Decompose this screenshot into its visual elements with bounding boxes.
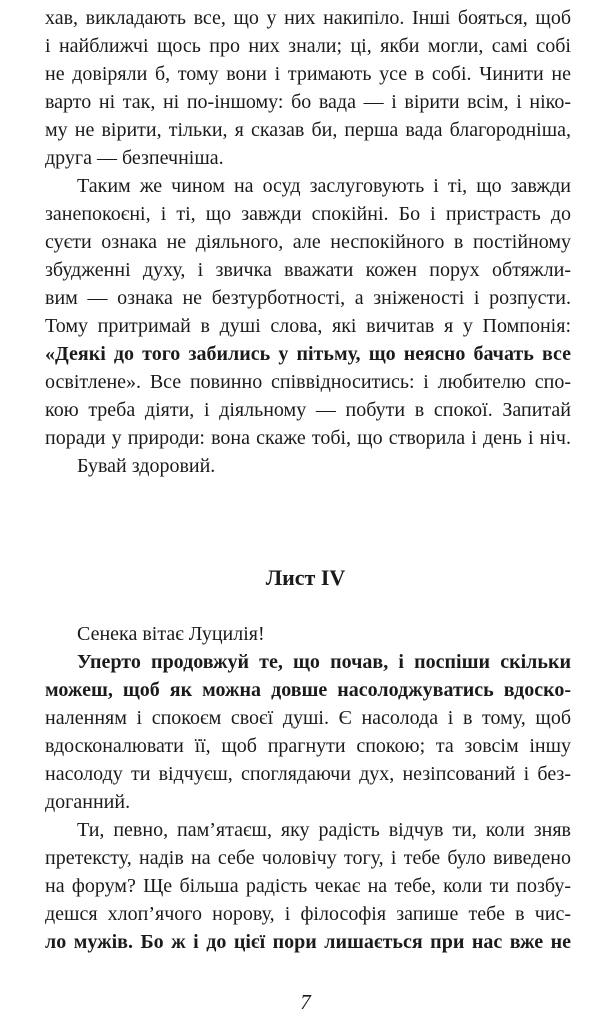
text-line: варто ні так, ні по-іншому: бо вада — і вірити всім, і ніко- [45, 91, 571, 113]
text-line: друга — безпечніша. [45, 147, 224, 169]
bold-text-line: Уперто продовжуй те, що почав, і поспіши скільки [77, 651, 571, 673]
text-line: не довіряли б, тому вони і тримають усе в собі. Чинити не [45, 63, 571, 85]
quote-line: «Деякі до того забились у пітьму, що неясно бачать все [45, 343, 571, 365]
text-line: на форум? Ще більша радість чекає на тебе, коли ти позбу- [45, 875, 571, 897]
text-line: кою треба діяти, і діяльному — побути в спокої. Запитай [45, 399, 571, 421]
text-line: Тому притримай в душі слова, які вичитав я у Помпонія: [45, 315, 571, 337]
text-line: суєти ознака не діяльного, але неспокійного в постійному [45, 231, 571, 253]
text-line: претексту, надів на себе чоловічу тогу, і тебе було виведено [45, 847, 571, 869]
text-line: наленням і спокоєм своєї душі. Є насолода і в тому, щоб [45, 707, 571, 729]
text-line: дешся хлоп’ячого норову, і філософія запише тебе в чис- [45, 903, 571, 925]
bold-text-line: можеш, щоб як можна довше насолоджуватись вдоско- [45, 679, 571, 701]
text-line: му не вірити, тільки, я сказав би, перша вада благородніша, [45, 119, 571, 141]
greeting-line: Сенека вітає Луцилія! [77, 623, 265, 645]
text-line: поради у природи: вона скаже тобі, що створила і день і ніч. [45, 427, 571, 449]
text-line: занепокоєні, і ті, що завжди спокійні. Бо і пристрасть до [45, 203, 571, 225]
letter-heading: Лист IV [265, 565, 346, 590]
bold-text-line: ло мужів. Бо ж і до цієї пори лишається при нас вже не [45, 931, 571, 953]
text-line: збудженні духу, і звичка вважати кожен порух обтяжли- [45, 259, 571, 281]
text-line: вим — ознака не безтурботності, а зніженості і розпусти. [45, 287, 571, 309]
text-line: Ти, певно, пам’ятаєш, яку радість відчув ти, коли зняв [77, 819, 571, 841]
page-number: 7 [300, 990, 311, 1014]
farewell-line: Бувай здоровий. [77, 455, 216, 477]
text-line: Таким же чином на осуд заслуговують і ті, що завжди [77, 175, 571, 197]
text-line: доганний. [45, 791, 131, 813]
text-line: хав, викладають все, що у них накипіло. Інші бояться, щоб [45, 7, 571, 29]
text-line: насолоду ти відчуєш, споглядаючи дух, незіпсований і без- [45, 763, 571, 785]
text-line: освітлене». Все повинно співвідноситись: і любителю спо- [45, 371, 571, 393]
text-line: і найближчі щось про них знали; ці, якби могли, самі собі [45, 35, 571, 57]
text-line: вдосконалювати її, щоб прагнути спокою; та зовсім іншу [45, 735, 571, 757]
